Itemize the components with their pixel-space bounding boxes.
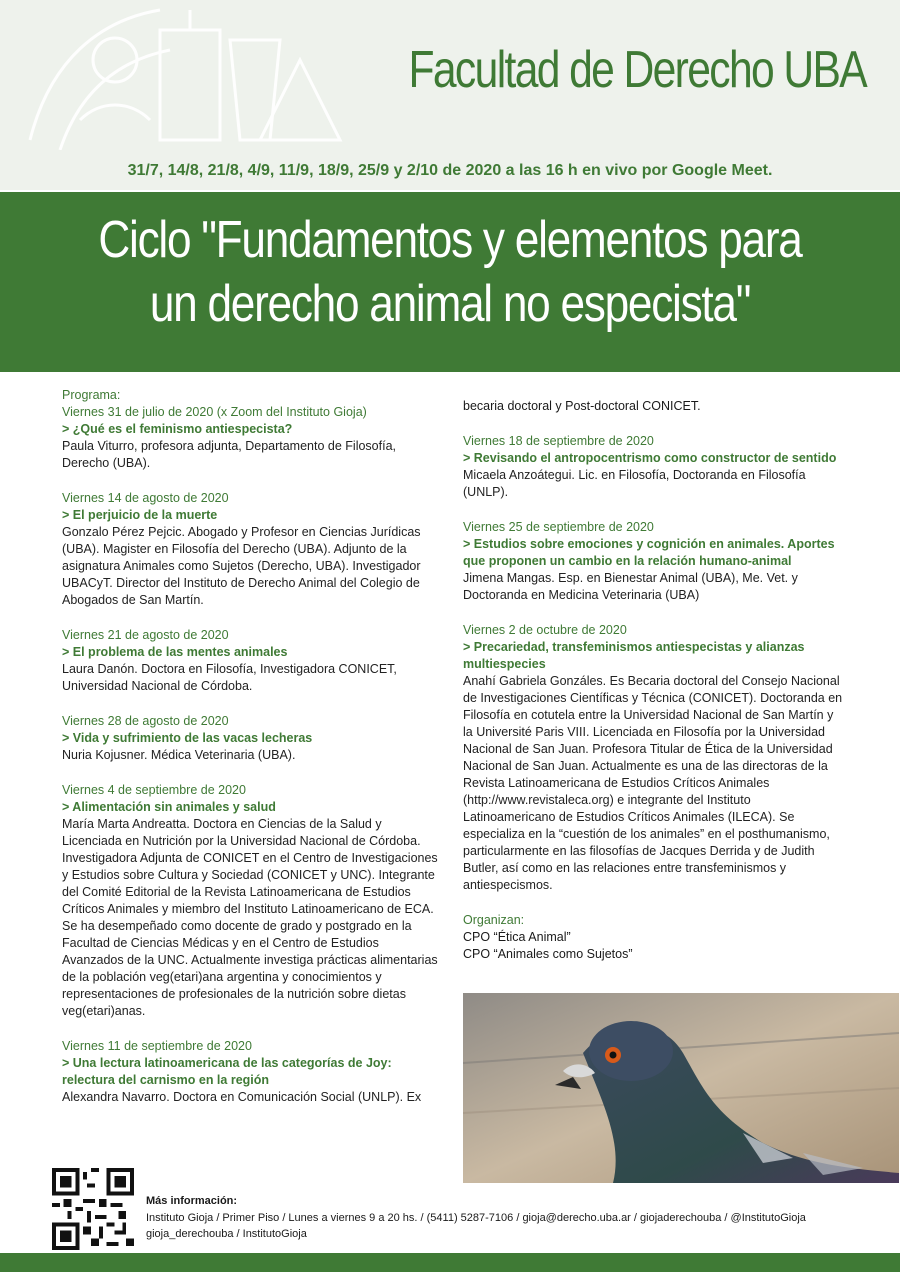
program-entry bbox=[62, 627, 442, 695]
program-entry bbox=[463, 433, 843, 501]
entry-date: Viernes 18 de septiembre de 2020 bbox=[463, 434, 654, 448]
entry-topic: > Precariedad, transfeminismos antiespecistas y alianzas multiespecies bbox=[463, 640, 805, 671]
organizers-label: Organizan: bbox=[463, 913, 525, 927]
more-info-label: Más información: bbox=[146, 1195, 238, 1207]
organizers bbox=[463, 912, 843, 963]
pigeon-photo bbox=[463, 993, 899, 1183]
entry-topic: > El problema de las mentes animales bbox=[62, 645, 288, 659]
entry-date: Viernes 21 de agosto de 2020 bbox=[62, 628, 229, 642]
entry-description: Anahí Gabriela Gonzáles. Es Becaria doctoral del Consejo Nacional de Investigaciones Científicas y Técnica (CONICET). Doctoranda en Filosofía en cotutela entre la Universidad Nacional de San Martín y la Université Paris VIII. Licenciada en Filosofía por la Universidad Nacional de San Juan. Profesora Titular de Ética de la Universidad Nacional de San Juan. Actualmente es una de las directoras de la Revista Latinoamericana de Estudios Críticos Animales (http://www.revistaleca.org) e integrante del Instituto Latinoamericano de Estudios Críticos Animales (ILECA). Se especializa en la “cuestión de los animales” en el posthumanismo, particularmente en las filosofías de Jacques Derrida y de Judith Butler, así como en las relaciones entre transfeminismos y antiespecismos. bbox=[463, 674, 843, 892]
program-entry bbox=[463, 519, 843, 604]
entry-date: Viernes 31 de julio de 2020 (x Zoom del Instituto Gioja) bbox=[62, 405, 367, 419]
entry-date: Viernes 2 de octubre de 2020 bbox=[463, 623, 627, 637]
program-entry bbox=[62, 404, 442, 472]
entry-date: Viernes 25 de septiembre de 2020 bbox=[463, 520, 654, 534]
pigeon-illustration bbox=[463, 993, 899, 1183]
contact-info-line-1: Instituto Gioja / Primer Piso / Lunes a viernes 9 a 20 hs. / (5411) 5287-7106 / gioja@derecho.uba.ar / giojaderechouba / @InstitutoGioja bbox=[146, 1212, 806, 1224]
entry-description: Laura Danón. Doctora en Filosofía, Investigadora CONICET, Universidad Nacional de Córdoba. bbox=[62, 662, 397, 693]
entry-description: Alexandra Navarro. Doctora en Comunicación Social (UNLP). Ex bbox=[62, 1090, 422, 1104]
entry-date: Viernes 14 de agosto de 2020 bbox=[62, 491, 229, 505]
entry-topic: > Una lectura latinoamericana de las categorías de Joy: relectura del carnismo en la región bbox=[62, 1056, 392, 1087]
entry-topic: > Vida y sufrimiento de las vacas lecheras bbox=[62, 731, 313, 745]
entry-topic: > El perjuicio de la muerte bbox=[62, 508, 218, 522]
organizer-item: CPO “Ética Animal” bbox=[463, 930, 571, 944]
footer-bar bbox=[0, 1253, 900, 1272]
program-label: Programa: bbox=[62, 388, 121, 402]
program-entry bbox=[463, 622, 843, 894]
program-entry bbox=[62, 782, 442, 1020]
entry-description: María Marta Andreatta. Doctora en Ciencias de la Salud y Licenciada en Nutrición por la Universidad Nacional de Córdoba. Investigadora Adjunta de CONICET en el Centro de Investigaciones y Estudios sobre Cultura y Sociedad (CONICET y UNC). Integrante del Comité Editorial de la Revista Latinoamericana de Estudios Críticos Animales y miembro del Instituto Latinoamericano de ECA. Se ha desempeñado como docente de grado y postgrado en la Facultad de Ciencias Médicas y en el Centro de Estudios Avanzados de la UNC. Actualmente investiga prácticas alimentarias de la población veg(etari)ana argentina y conocimientos y representaciones de profesionales de la nutrición sobre dietas veg(etari)anas. bbox=[62, 817, 438, 1018]
faculty-emblem-illustration bbox=[20, 0, 350, 150]
entry-topic: > ¿Qué es el feminismo antiespecista? bbox=[62, 422, 293, 436]
organizer-item: CPO “Animales como Sujetos” bbox=[463, 947, 633, 961]
program-entry bbox=[62, 713, 442, 764]
entry-description: Paula Viturro, profesora adjunta, Departamento de Filosofía, Derecho (UBA). bbox=[62, 439, 396, 470]
entry-continuation: becaria doctoral y Post-doctoral CONICET. bbox=[463, 399, 701, 413]
qr-code[interactable] bbox=[52, 1168, 134, 1250]
faculty-title: Facultad de Derecho UBA bbox=[408, 41, 866, 99]
entry-description: Gonzalo Pérez Pejcic. Abogado y Profesor en Ciencias Jurídicas (UBA). Magister en Filosofía del Derecho (UBA). Adjunto de la asignatura Animales como Sujetos (Derecho, UBA). Investigador UBACyT. Director del Instituto de Derecho Animal del Colegio de Abogados de San Martín. bbox=[62, 525, 421, 607]
program-left-column bbox=[62, 387, 442, 1124]
entry-description: Jimena Mangas. Esp. en Bienestar Animal (UBA), Me. Vet. y Doctoranda en Medicina Veterinaria (UBA) bbox=[463, 571, 798, 602]
entry-topic: > Alimentación sin animales y salud bbox=[62, 800, 276, 814]
program-entry bbox=[62, 1038, 442, 1106]
contact-info-line-2: gioja_derechouba / InstitutoGioja bbox=[146, 1228, 307, 1240]
cycle-title-line-2: un derecho animal no especista" bbox=[149, 275, 751, 333]
program-right-column bbox=[463, 398, 843, 963]
entry-topic: > Revisando el antropocentrismo como constructor de sentido bbox=[463, 451, 837, 465]
program-entry bbox=[62, 490, 442, 609]
entry-topic: > Estudios sobre emociones y cognición en animales. Aportes que proponen un cambio en la relación humano-animal bbox=[463, 537, 835, 568]
cycle-banner bbox=[0, 192, 900, 372]
entry-date: Viernes 28 de agosto de 2020 bbox=[62, 714, 229, 728]
event-dates: 31/7, 14/8, 21/8, 4/9, 11/9, 18/9, 25/9 y 2/10 de 2020 a las 16 h en vivo por Google Meet. bbox=[127, 162, 773, 179]
cycle-title-line-1: Ciclo "Fundamentos y elementos para bbox=[98, 211, 802, 269]
entry-date: Viernes 11 de septiembre de 2020 bbox=[62, 1039, 252, 1053]
entry-description: Nuria Kojusner. Médica Veterinaria (UBA). bbox=[62, 748, 296, 762]
cycle-title bbox=[0, 208, 900, 336]
entry-description: Micaela Anzoátegui. Lic. en Filosofía, Doctoranda en Filosofía (UNLP). bbox=[463, 468, 806, 499]
entry-date: Viernes 4 de septiembre de 2020 bbox=[62, 783, 246, 797]
